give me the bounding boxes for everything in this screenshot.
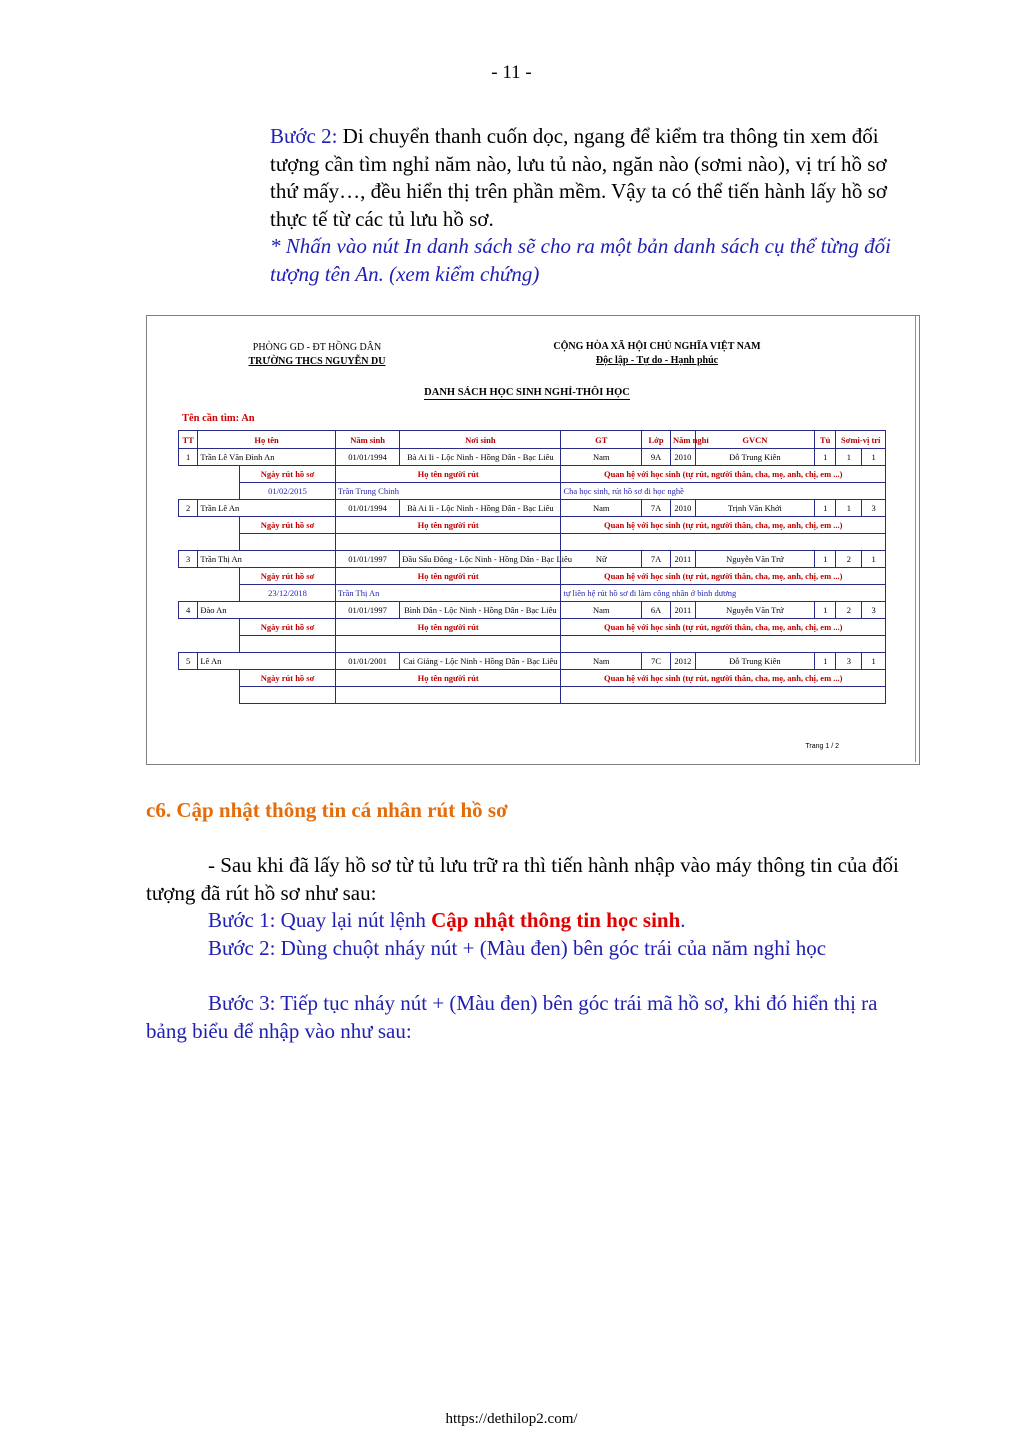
cell-tt: 5: [179, 653, 198, 670]
withdraw-relation: Cha học sinh, rút hồ sơ đi học nghề: [561, 483, 886, 500]
indent-cell: [198, 636, 240, 653]
withdraw-person-header: Họ tên người rút: [335, 568, 561, 585]
withdraw-relation-header: Quan hệ với học sinh (tự rút, người thân, cha, mẹ, anh, chị, em ...): [561, 517, 886, 534]
withdraw-person-header: Họ tên người rút: [335, 517, 561, 534]
cell-teacher: Nguyễn Văn Trứ: [695, 602, 814, 619]
indent-cell: [198, 534, 240, 551]
withdraw-date: 01/02/2015: [240, 483, 336, 500]
step2-label: Bước 2:: [270, 124, 338, 148]
cell-year: 2011: [671, 551, 696, 568]
withdraw-date-header: Ngày rút hồ sơ: [240, 670, 336, 687]
report-header-right: [507, 340, 807, 368]
indent-cell: [198, 585, 240, 602]
indent-cell: [179, 670, 198, 687]
cell-class: 9A: [642, 449, 671, 466]
cell-tt: 2: [179, 500, 198, 517]
cell-year: 2010: [671, 449, 696, 466]
step2-text: Di chuyển thanh cuốn dọc, ngang để kiểm tra thông tin xem đối tượng cần tìm nghỉ năm nào, lưu tủ nào, ngăn nào (sơmi nào), vị trí hồ sơ thứ mấy…, đều hiển thị trên phần mềm. Vậy ta có thể tiến hành lấy hồ sơ thực tế từ các tủ lưu hồ sơ.: [270, 124, 887, 231]
cell-cabinet: 1: [814, 449, 835, 466]
withdraw-date-header: Ngày rút hồ sơ: [240, 466, 336, 483]
indent-cell: [179, 636, 198, 653]
indent-cell: [179, 687, 198, 704]
withdraw-header-row: [179, 670, 886, 687]
cell-teacher: Đỗ Trung Kiên: [695, 653, 814, 670]
c6-step2: Bước 2: Dùng chuột nháy nút + (Màu đen) bên góc trái của năm nghỉ học: [208, 936, 827, 960]
report-screenshot: [146, 315, 920, 765]
header-gt: GT: [561, 431, 642, 449]
cell-folder: 1: [836, 500, 862, 517]
withdraw-person-header: Họ tên người rút: [335, 619, 561, 636]
cell-year: 2010: [671, 500, 696, 517]
header-class: Lớp: [642, 431, 671, 449]
table-row: [179, 449, 886, 466]
table-row: [179, 653, 886, 670]
search-label: Tên cần tìm: An: [182, 413, 255, 424]
c6-step1: Bước 1: Quay lại nút lệnh Cập nhật thông tin học sinh.: [208, 908, 686, 932]
withdraw-relation: tự liên hệ rút hồ sơ đi làm công nhân ở bình dương: [561, 585, 886, 602]
withdraw-date-header: Ngày rút hồ sơ: [240, 517, 336, 534]
cell-dob: 01/01/2001: [335, 653, 399, 670]
cell-gt: Nam: [561, 449, 642, 466]
cell-dob: 01/01/1997: [335, 602, 399, 619]
withdraw-relation: [561, 636, 886, 653]
cell-name: Đào An: [198, 602, 336, 619]
cell-name: Lê An: [198, 653, 336, 670]
indent-cell: [179, 517, 198, 534]
withdraw-person: [335, 687, 561, 704]
page-number: - 11 -: [491, 62, 532, 83]
cell-folder: 2: [836, 602, 862, 619]
withdraw-record-row: [179, 534, 886, 551]
indent-cell: [198, 483, 240, 500]
withdraw-person-header: Họ tên người rút: [335, 466, 561, 483]
report-dept: PHÒNG GD - ĐT HỒNG DÂN: [252, 342, 382, 353]
withdraw-record-row: [179, 636, 886, 653]
cell-gt: Nam: [561, 653, 642, 670]
table-row: [179, 602, 886, 619]
withdraw-header-row: [179, 466, 886, 483]
indent-cell: [179, 568, 198, 585]
withdraw-date-header: Ngày rút hồ sơ: [240, 568, 336, 585]
cell-name: Trần Lê An: [198, 500, 336, 517]
cell-teacher: Đỗ Trung Kiên: [695, 449, 814, 466]
cell-folder: 3: [836, 653, 862, 670]
step2-paragraph: [270, 123, 910, 288]
indent-cell: [198, 619, 240, 636]
withdraw-person: Trần Trung Chinh: [335, 483, 561, 500]
cell-dob: 01/01/1997: [335, 551, 399, 568]
cell-cabinet: 1: [814, 551, 835, 568]
cell-tt: 3: [179, 551, 198, 568]
cell-year: 2011: [671, 602, 696, 619]
indent-cell: [179, 483, 198, 500]
table-row: [179, 500, 886, 517]
report-page-label: Trang 1 / 2: [805, 743, 839, 750]
indent-cell: [179, 466, 198, 483]
withdraw-relation-header: Quan hệ với học sinh (tự rút, người thân, cha, mẹ, anh, chị, em ...): [561, 466, 886, 483]
cell-pob: Bình Dân - Lộc Ninh - Hồng Dân - Bạc Liêu: [400, 602, 561, 619]
cell-gt: Nam: [561, 602, 642, 619]
header-name: Họ tên: [198, 431, 336, 449]
cell-pob: Bà Ai Ii - Lộc Ninh - Hồng Dân - Bạc Liêu: [400, 500, 561, 517]
cell-cabinet: 1: [814, 602, 835, 619]
cell-class: 7A: [642, 500, 671, 517]
c6-step3: Bước 3: Tiếp tục nháy nút + (Màu đen) bên góc trái mã hồ sơ, khi đó hiển thị ra bảng biểu để nhập vào như sau:: [146, 991, 878, 1043]
withdraw-header-row: [179, 619, 886, 636]
withdraw-relation: [561, 687, 886, 704]
indent-cell: [179, 619, 198, 636]
withdraw-person-header: Họ tên người rút: [335, 670, 561, 687]
cell-position: 1: [862, 551, 886, 568]
cell-cabinet: 1: [814, 500, 835, 517]
withdraw-person: [335, 534, 561, 551]
report-title: DANH SÁCH HỌC SINH NGHỈ-THÔI HỌC: [424, 387, 630, 398]
cell-tt: 1: [179, 449, 198, 466]
withdraw-date: [240, 636, 336, 653]
cell-cabinet: 1: [814, 653, 835, 670]
table-row: [179, 551, 886, 568]
indent-cell: [198, 517, 240, 534]
indent-cell: [179, 534, 198, 551]
withdraw-person: Trần Thị An: [335, 585, 561, 602]
cell-position: 1: [862, 449, 886, 466]
section-c6-title: c6. Cập nhật thông tin cá nhân rút hồ sơ: [146, 798, 508, 822]
withdraw-relation-header: Quan hệ với học sinh (tự rút, người thân, cha, mẹ, anh, chị, em ...): [561, 568, 886, 585]
indent-cell: [179, 585, 198, 602]
report-header-left: [217, 341, 417, 369]
withdraw-header-row: [179, 568, 886, 585]
cell-gt: Nữ: [561, 551, 642, 568]
step2-note: * Nhấn vào nút In danh sách sẽ cho ra một bản danh sách cụ thể từng đối tượng tên An. (xem kiểm chứng): [270, 234, 891, 286]
cell-pob: Đầu Sấu Đông - Lộc Ninh - Hồng Dân - Bạc Liêu: [400, 551, 561, 568]
cell-position: 3: [862, 500, 886, 517]
header-pob: Nơi sinh: [400, 431, 561, 449]
cell-dob: 01/01/1994: [335, 500, 399, 517]
footer-url: https://dethilop2.com/: [445, 1411, 578, 1427]
table-header-row: [179, 431, 886, 449]
withdraw-date-header: Ngày rút hồ sơ: [240, 619, 336, 636]
cell-folder: 1: [836, 449, 862, 466]
report-scroll-edge: [915, 316, 916, 762]
cell-name: Trần Thị An: [198, 551, 336, 568]
indent-cell: [198, 466, 240, 483]
student-table: [178, 430, 886, 704]
header-teacher: GVCN: [695, 431, 814, 449]
cell-pob: Bà Ai Ii - Lộc Ninh - Hồng Dân - Bạc Liêu: [400, 449, 561, 466]
withdraw-record-row: [179, 687, 886, 704]
cell-pob: Cai Giảng - Lộc Ninh - Hồng Dân - Bạc Liêu: [400, 653, 561, 670]
withdraw-record-row: [179, 483, 886, 500]
withdraw-relation-header: Quan hệ với học sinh (tự rút, người thân, cha, mẹ, anh, chị, em ...): [561, 619, 886, 636]
indent-cell: [198, 687, 240, 704]
cell-class: 7A: [642, 551, 671, 568]
withdraw-record-row: [179, 585, 886, 602]
withdraw-date: [240, 687, 336, 704]
cell-position: 1: [862, 653, 886, 670]
cell-class: 6A: [642, 602, 671, 619]
cell-teacher: Trịnh Văn Khởi: [695, 500, 814, 517]
withdraw-date: 23/12/2018: [240, 585, 336, 602]
cell-name: Trần Lê Văn Đình An: [198, 449, 336, 466]
indent-cell: [198, 670, 240, 687]
header-tt: TT: [179, 431, 198, 449]
report-school: TRƯỜNG THCS NGUYỄN DU: [248, 356, 386, 367]
c6-step1-command: Cập nhật thông tin học sinh: [431, 908, 681, 932]
withdraw-person: [335, 636, 561, 653]
cell-year: 2012: [671, 653, 696, 670]
cell-tt: 4: [179, 602, 198, 619]
header-position: Sơmi-vị trí: [836, 431, 886, 449]
header-cabinet: Tủ: [814, 431, 835, 449]
indent-cell: [198, 568, 240, 585]
report-nation: CỘNG HÒA XÃ HỘI CHỦ NGHĨA VIỆT NAM: [553, 341, 761, 352]
cell-dob: 01/01/1994: [335, 449, 399, 466]
cell-folder: 2: [836, 551, 862, 568]
c6-intro: - Sau khi đã lấy hồ sơ từ tủ lưu trữ ra thì tiến hành nhập vào máy thông tin của đối tượng đã rút hồ sơ như sau:: [146, 853, 899, 905]
withdraw-relation: [561, 534, 886, 551]
withdraw-header-row: [179, 517, 886, 534]
cell-gt: Nam: [561, 500, 642, 517]
cell-class: 7C: [642, 653, 671, 670]
header-year: Năm nghỉ: [671, 431, 696, 449]
cell-position: 3: [862, 602, 886, 619]
cell-teacher: Nguyễn Văn Trứ: [695, 551, 814, 568]
withdraw-date: [240, 534, 336, 551]
report-motto: Độc lập - Tự do - Hạnh phúc: [595, 355, 719, 366]
header-dob: Năm sinh: [335, 431, 399, 449]
withdraw-relation-header: Quan hệ với học sinh (tự rút, người thân, cha, mẹ, anh, chị, em ...): [561, 670, 886, 687]
